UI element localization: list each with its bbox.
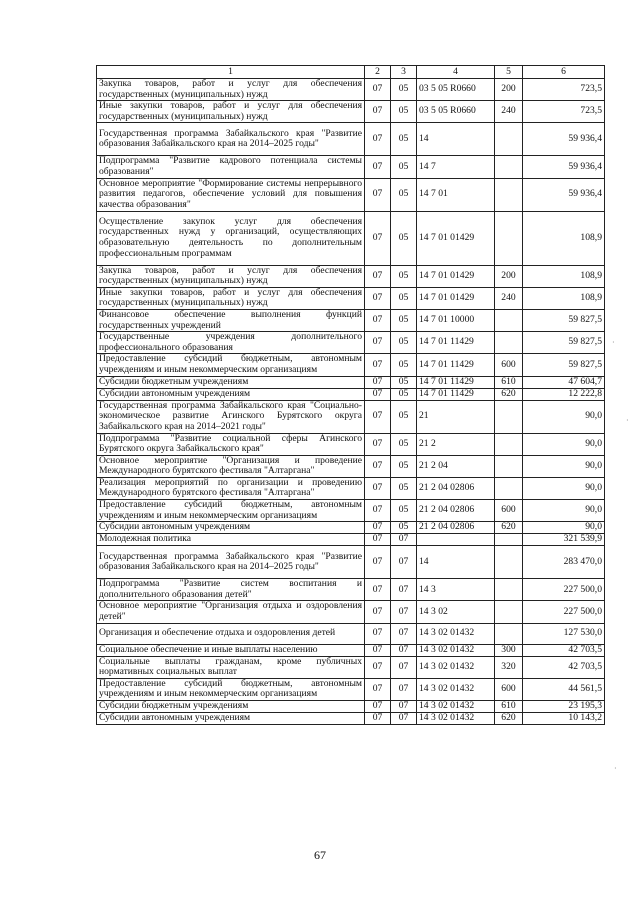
- row-subsection: 07: [391, 534, 417, 546]
- row-expense-type: [495, 178, 523, 211]
- row-target-code: 14 7 01 11429: [417, 332, 495, 354]
- row-expense-type: 620: [495, 713, 523, 725]
- row-subsection: 07: [391, 601, 417, 623]
- table-row: [97, 455, 605, 477]
- row-section: 07: [365, 265, 391, 287]
- row-target-code: 03 5 05 R0660: [417, 79, 495, 101]
- row-section: 07: [365, 178, 391, 211]
- row-subsection: 05: [391, 400, 417, 433]
- row-description: Основное мероприятие "Формирование системы непрерывного развития педагогов, обеспечение условий для повышения качества образования": [97, 178, 365, 211]
- row-target-code: 21 2 04: [417, 455, 495, 477]
- row-amount: 108,9: [523, 265, 605, 287]
- row-subsection: 07: [391, 623, 417, 644]
- row-section: 07: [365, 644, 391, 656]
- row-amount: 321 539,9: [523, 534, 605, 546]
- row-subsection: 07: [391, 546, 417, 579]
- row-target-code: 14 7: [417, 156, 495, 178]
- row-section: 07: [365, 713, 391, 725]
- row-description: Подпрограмма "Развитие кадрового потенциала системы образования": [97, 156, 365, 178]
- row-amount: 59 936,4: [523, 123, 605, 156]
- table-row: [97, 433, 605, 455]
- row-amount: 108,9: [523, 287, 605, 309]
- column-header-2: 2: [365, 66, 391, 79]
- row-subsection: 07: [391, 713, 417, 725]
- row-description: Социальное обеспечение и иные выплаты населению: [97, 644, 365, 656]
- row-expense-type: [495, 211, 523, 265]
- row-expense-type: [495, 601, 523, 623]
- table-row: [97, 123, 605, 156]
- row-amount: 44 561,5: [523, 678, 605, 700]
- table-row: [97, 376, 605, 388]
- row-section: 07: [365, 376, 391, 388]
- row-expense-type: [495, 332, 523, 354]
- row-description: Реализация мероприятий по организации и проведению Международного бурятского фестиваля "Алтаргана": [97, 477, 365, 499]
- row-section: 07: [365, 287, 391, 309]
- table-row: [97, 211, 605, 265]
- row-section: 07: [365, 332, 391, 354]
- row-subsection: 05: [391, 79, 417, 101]
- row-target-code: 14 3 02 01432: [417, 656, 495, 678]
- row-section: 07: [365, 534, 391, 546]
- row-target-code: 21: [417, 400, 495, 433]
- row-expense-type: [495, 156, 523, 178]
- row-subsection: 07: [391, 656, 417, 678]
- row-amount: 42 703,5: [523, 644, 605, 656]
- row-subsection: 05: [391, 101, 417, 123]
- row-amount: 127 530,0: [523, 623, 605, 644]
- row-subsection: 07: [391, 644, 417, 656]
- row-target-code: 03 5 05 R0660: [417, 101, 495, 123]
- row-target-code: 14 3: [417, 579, 495, 601]
- column-header-4: 4: [417, 66, 495, 79]
- row-expense-type: [495, 123, 523, 156]
- table-row: [97, 644, 605, 656]
- row-description: Предоставление субсидий бюджетным, автономным учреждениям и иным некоммерческим организациям: [97, 678, 365, 700]
- row-subsection: 05: [391, 332, 417, 354]
- table-row: [97, 678, 605, 700]
- row-description: Государственная программа Забайкальского края "Развитие образования Забайкальского края на 2014–2025 годы": [97, 123, 365, 156]
- row-description: Иные закупки товаров, работ и услуг для обеспечения государственных (муниципальных) нужд: [97, 101, 365, 123]
- row-subsection: 05: [391, 265, 417, 287]
- row-section: 07: [365, 455, 391, 477]
- row-expense-type: 610: [495, 376, 523, 388]
- scan-mark: ·: [614, 764, 617, 773]
- table-row: [97, 309, 605, 331]
- row-description: Государственные учреждения дополнительного профессионального образования: [97, 332, 365, 354]
- row-description: Субсидии автономным учреждениям: [97, 713, 365, 725]
- row-section: 07: [365, 623, 391, 644]
- row-expense-type: 600: [495, 678, 523, 700]
- table-row: [97, 156, 605, 178]
- row-section: 07: [365, 211, 391, 265]
- row-section: 07: [365, 123, 391, 156]
- row-description: Основное мероприятие "Организация и проведение Международного бурятского фестиваля "Алтаргана": [97, 455, 365, 477]
- row-target-code: [417, 534, 495, 546]
- table-row: [97, 178, 605, 211]
- row-section: 07: [365, 656, 391, 678]
- row-section: 07: [365, 522, 391, 534]
- row-target-code: 14 3 02 01432: [417, 713, 495, 725]
- row-subsection: 07: [391, 579, 417, 601]
- row-section: 07: [365, 477, 391, 499]
- row-target-code: 14 7 01 11429: [417, 388, 495, 400]
- row-description: Подпрограмма "Развитие социальной сферы Агинского Бурятского округа Забайкальского края": [97, 433, 365, 455]
- row-description: Предоставление субсидий бюджетным, автономным учреждениям и иным некоммерческим организациям: [97, 354, 365, 376]
- row-amount: 59 936,4: [523, 156, 605, 178]
- row-expense-type: 300: [495, 644, 523, 656]
- row-description: Субсидии автономным учреждениям: [97, 388, 365, 400]
- row-amount: 90,0: [523, 455, 605, 477]
- row-expense-type: [495, 534, 523, 546]
- row-target-code: 14 7 01 01429: [417, 211, 495, 265]
- row-expense-type: [495, 623, 523, 644]
- table-row: [97, 701, 605, 713]
- row-section: 07: [365, 701, 391, 713]
- row-expense-type: 200: [495, 79, 523, 101]
- row-description: Подпрограмма "Развитие систем воспитания и дополнительного образования детей": [97, 579, 365, 601]
- row-target-code: 14 7 01: [417, 178, 495, 211]
- row-expense-type: [495, 546, 523, 579]
- table-row: [97, 522, 605, 534]
- row-target-code: 14: [417, 546, 495, 579]
- row-amount: 227 500,0: [523, 601, 605, 623]
- row-expense-type: 610: [495, 701, 523, 713]
- row-description: Иные закупки товаров, работ и услуг для обеспечения государственных (муниципальных) нужд: [97, 287, 365, 309]
- row-amount: 90,0: [523, 522, 605, 534]
- row-expense-type: 600: [495, 354, 523, 376]
- row-amount: 47 604,7: [523, 376, 605, 388]
- row-target-code: 14 7 01 10000: [417, 309, 495, 331]
- row-description: Закупка товаров, работ и услуг для обеспечения государственных (муниципальных) нужд: [97, 265, 365, 287]
- page-number: 67: [314, 848, 326, 862]
- row-subsection: 07: [391, 701, 417, 713]
- row-target-code: 14 3 02 01432: [417, 701, 495, 713]
- row-expense-type: 620: [495, 522, 523, 534]
- row-target-code: 21 2: [417, 433, 495, 455]
- table-row: [97, 354, 605, 376]
- row-description: Предоставление субсидий бюджетным, автономным учреждениям и иным некоммерческим организациям: [97, 500, 365, 522]
- row-section: 07: [365, 101, 391, 123]
- row-section: 07: [365, 388, 391, 400]
- column-header-3: 3: [391, 66, 417, 79]
- scan-mark: ·: [626, 416, 629, 425]
- row-subsection: 05: [391, 455, 417, 477]
- table-row: [97, 546, 605, 579]
- row-description: Осуществление закупок услуг для обеспечения государственных нужд у организаций, осуществляющих образовательную деятельность по дополнительным профессиональным программам: [97, 211, 365, 265]
- row-amount: 108,9: [523, 211, 605, 265]
- row-description: Государственная программа Забайкальского края "Развитие образования Забайкальского края на 2014–2025 годы": [97, 546, 365, 579]
- row-amount: 723,5: [523, 101, 605, 123]
- row-amount: 59 827,5: [523, 354, 605, 376]
- row-section: 07: [365, 500, 391, 522]
- table-row: [97, 623, 605, 644]
- row-subsection: 05: [391, 433, 417, 455]
- row-subsection: 05: [391, 376, 417, 388]
- row-target-code: 14 3 02: [417, 601, 495, 623]
- row-target-code: 14: [417, 123, 495, 156]
- row-description: Основное мероприятие "Организация отдыха и оздоровления детей": [97, 601, 365, 623]
- row-amount: 90,0: [523, 477, 605, 499]
- row-expense-type: 600: [495, 500, 523, 522]
- row-subsection: 05: [391, 477, 417, 499]
- row-expense-type: 320: [495, 656, 523, 678]
- row-description: Закупка товаров, работ и услуг для обеспечения государственных (муниципальных) нужд: [97, 79, 365, 101]
- row-target-code: 14 3 02 01432: [417, 623, 495, 644]
- table-row: [97, 400, 605, 433]
- row-section: 07: [365, 309, 391, 331]
- table-row: [97, 388, 605, 400]
- row-subsection: 07: [391, 678, 417, 700]
- table-body: [97, 79, 605, 725]
- column-header-1: 1: [97, 66, 365, 79]
- row-amount: 90,0: [523, 500, 605, 522]
- row-amount: 90,0: [523, 433, 605, 455]
- row-amount: 23 195,3: [523, 701, 605, 713]
- row-expense-type: [495, 455, 523, 477]
- row-subsection: 05: [391, 123, 417, 156]
- row-amount: 283 470,0: [523, 546, 605, 579]
- table-row: [97, 79, 605, 101]
- row-subsection: 05: [391, 388, 417, 400]
- table-row: [97, 534, 605, 546]
- table-row: [97, 287, 605, 309]
- table-row: [97, 579, 605, 601]
- table-header-row: [97, 66, 605, 79]
- row-amount: 10 143,2: [523, 713, 605, 725]
- row-description: Субсидии автономным учреждениям: [97, 522, 365, 534]
- row-expense-type: [495, 477, 523, 499]
- row-section: 07: [365, 79, 391, 101]
- row-section: 07: [365, 601, 391, 623]
- row-description: Социальные выплаты гражданам, кроме публичных нормативных социальных выплат: [97, 656, 365, 678]
- row-expense-type: [495, 433, 523, 455]
- row-expense-type: 620: [495, 388, 523, 400]
- column-header-6: 6: [523, 66, 605, 79]
- row-subsection: 05: [391, 178, 417, 211]
- row-amount: 59 827,5: [523, 309, 605, 331]
- row-subsection: 05: [391, 354, 417, 376]
- row-expense-type: [495, 400, 523, 433]
- row-description: Организация и обеспечение отдыха и оздоровления детей: [97, 623, 365, 644]
- row-expense-type: 200: [495, 265, 523, 287]
- table-row: [97, 101, 605, 123]
- row-expense-type: 240: [495, 101, 523, 123]
- row-description: Финансовое обеспечение выполнения функций государственных учреждений: [97, 309, 365, 331]
- row-subsection: 05: [391, 211, 417, 265]
- column-header-5: 5: [495, 66, 523, 79]
- table-row: [97, 656, 605, 678]
- row-section: 07: [365, 678, 391, 700]
- row-section: 07: [365, 433, 391, 455]
- row-subsection: 05: [391, 309, 417, 331]
- row-description: Государственная программа Забайкальского края "Социально-экономическое развитие Агинского Бурятского округа Забайкальского края на 2014–2021 годы": [97, 400, 365, 433]
- table-row: [97, 332, 605, 354]
- row-target-code: 14 3 02 01432: [417, 678, 495, 700]
- row-target-code: 21 2 04 02806: [417, 500, 495, 522]
- table-row: [97, 500, 605, 522]
- row-subsection: 05: [391, 156, 417, 178]
- table-row: [97, 477, 605, 499]
- row-subsection: 05: [391, 500, 417, 522]
- budget-table: [96, 65, 605, 725]
- row-target-code: 21 2 04 02806: [417, 522, 495, 534]
- row-amount: 227 500,0: [523, 579, 605, 601]
- row-description: Субсидии бюджетным учреждениям: [97, 701, 365, 713]
- row-section: 07: [365, 400, 391, 433]
- row-target-code: 14 7 01 01429: [417, 265, 495, 287]
- row-amount: 59 936,4: [523, 178, 605, 211]
- row-section: 07: [365, 156, 391, 178]
- row-subsection: 05: [391, 522, 417, 534]
- row-description: Субсидии бюджетным учреждениям: [97, 376, 365, 388]
- scan-mark: ·: [612, 338, 615, 347]
- table-row: [97, 713, 605, 725]
- row-subsection: 05: [391, 287, 417, 309]
- row-expense-type: [495, 579, 523, 601]
- row-target-code: 14 3 02 01432: [417, 644, 495, 656]
- row-target-code: 14 7 01 01429: [417, 287, 495, 309]
- row-section: 07: [365, 579, 391, 601]
- row-target-code: 14 7 01 11429: [417, 354, 495, 376]
- row-section: 07: [365, 354, 391, 376]
- table-row: [97, 265, 605, 287]
- row-expense-type: 240: [495, 287, 523, 309]
- row-amount: 59 827,5: [523, 332, 605, 354]
- row-amount: 90,0: [523, 400, 605, 433]
- row-target-code: 14 7 01 11429: [417, 376, 495, 388]
- table-row: [97, 601, 605, 623]
- row-amount: 42 703,5: [523, 656, 605, 678]
- row-amount: 723,5: [523, 79, 605, 101]
- row-description: Молодежная политика: [97, 534, 365, 546]
- row-amount: 12 222,8: [523, 388, 605, 400]
- row-expense-type: [495, 309, 523, 331]
- row-section: 07: [365, 546, 391, 579]
- row-target-code: 21 2 04 02806: [417, 477, 495, 499]
